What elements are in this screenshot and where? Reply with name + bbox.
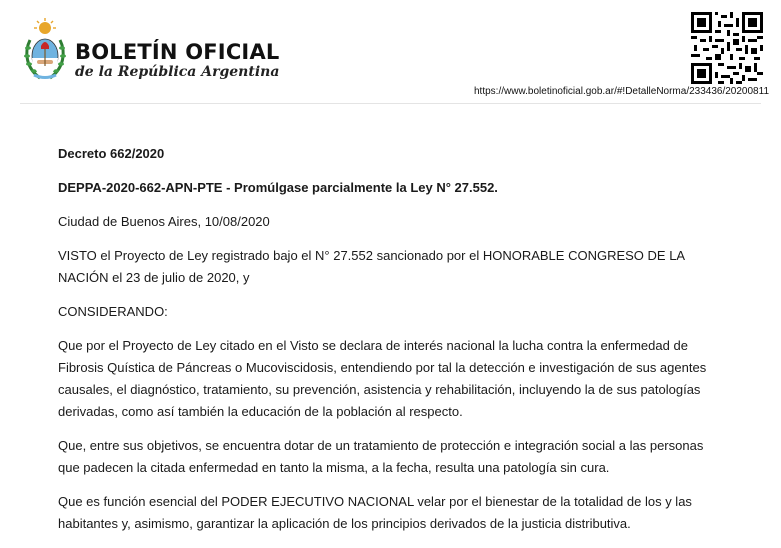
paragraph-2: Que, entre sus objetivos, se encuentra dotar de un tratamiento de protección e integración social a las personas que padecen la citada enfermedad en tanto la misma, a la fecha, resulta una patología sin cura. — [58, 438, 704, 475]
coat-of-arms-icon — [22, 18, 68, 82]
decree-number: Decreto 662/2020 — [58, 146, 165, 161]
place-date: Ciudad de Buenos Aires, 10/08/2020 — [58, 214, 270, 229]
visto-paragraph: VISTO el Proyecto de Ley registrado bajo el N° 27.552 sancionado por el HONORABLE CONGRESO DE LA NACIÓN el 23 de julio de 2020, y — [58, 248, 685, 285]
decree-title: DEPPA-2020-662-APN-PTE - Promúlgase parcialmente la Ley N° 27.552. — [58, 180, 498, 195]
page-header — [0, 0, 781, 104]
considerando-heading: CONSIDERANDO: — [58, 304, 168, 319]
brand-subtitle: de la República Argentina — [75, 64, 280, 80]
document-body — [58, 143, 723, 548]
header-divider — [20, 103, 761, 104]
qr-code-icon — [691, 12, 763, 84]
brand-title: BOLETÍN OFICIAL — [75, 40, 280, 64]
paragraph-1: Que por el Proyecto de Ley citado en el Visto se declara de interés nacional la lucha contra la enfermedad de Fibrosis Quística de Páncreas o Mucoviscidosis, entendiendo por tal la detección e investigación de sus agentes causales, el diagnóstico, tratamiento, su prevención, asistencia y rehabilitación, incluyendo la de sus patologías derivadas, como así también la educación de la población al respecto. — [58, 338, 707, 419]
document-url[interactable]: https://www.boletinoficial.gob.ar/#!DetalleNorma/233436/20200811 — [474, 86, 769, 97]
paragraph-3: Que es función esencial del PODER EJECUTIVO NACIONAL velar por el bienestar de la totalidad de los y las habitantes y, asimismo, garantizar la aplicación de los principios derivados de la justicia distributiva. — [58, 494, 692, 531]
